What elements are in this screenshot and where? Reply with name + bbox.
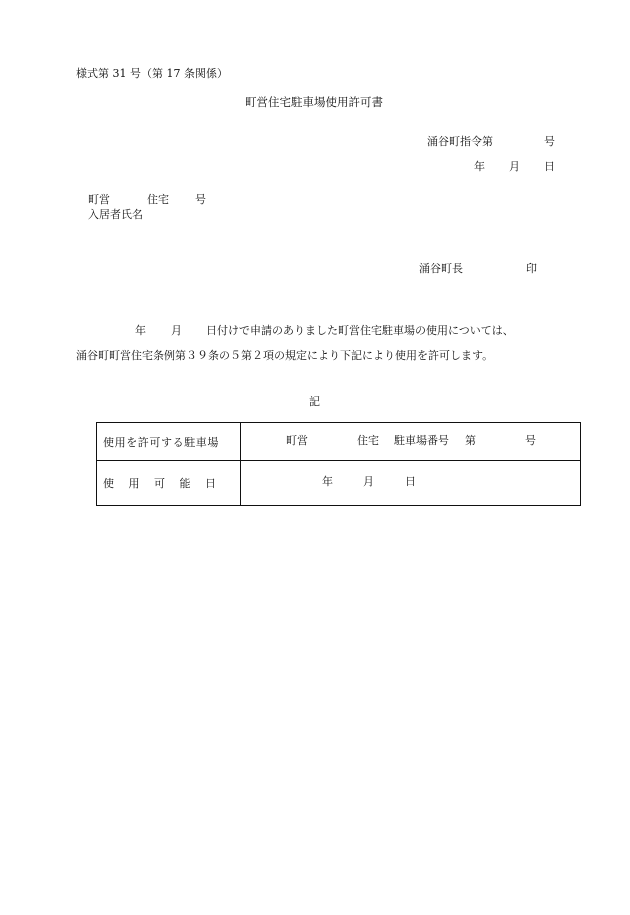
usable-date-year: 年 — [322, 475, 333, 488]
issuer-ref-suffix: 号 — [544, 135, 555, 148]
body-line2: 涌谷町町営住宅条例第３９条の５第２項の規定により下記により使用を許可します。 — [76, 349, 494, 362]
document-title: 町営住宅駐車場使用許可書 — [245, 95, 383, 109]
usable-date-cell — [241, 461, 581, 506]
usable-date-day: 日 — [405, 475, 416, 488]
issue-date-year: 年 — [474, 160, 485, 173]
resident-name-label: 入居者氏名 — [88, 208, 143, 221]
addressee-town: 町営 — [88, 193, 110, 206]
signatory-title: 涌谷町長 — [419, 262, 463, 275]
seal-mark: 印 — [526, 262, 537, 275]
addressee-number: 号 — [195, 193, 206, 206]
usable-date-month: 月 — [363, 475, 374, 488]
usable-date-label-cell — [97, 461, 241, 506]
parking-number-label: 駐車場番号 — [394, 433, 449, 447]
issue-date-day: 日 — [544, 160, 555, 173]
parking-go: 号 — [525, 433, 536, 447]
parking-housing: 住宅 — [357, 433, 379, 447]
table-row — [97, 423, 581, 461]
form-number: 様式第 31 号（第 17 条関係） — [76, 67, 228, 80]
parking-town: 町営 — [286, 433, 308, 447]
body-line1: 日付けで申請のありました町営住宅駐車場の使用については、 — [206, 324, 514, 337]
table-row — [97, 461, 581, 506]
note-heading: 記 — [309, 395, 320, 408]
permit-parking-label: 使用を許可する駐車場 — [103, 435, 219, 449]
permit-table — [96, 422, 581, 506]
issuer-ref-prefix: 涌谷町指令第 — [427, 135, 493, 148]
addressee-housing: 住宅 — [147, 193, 169, 206]
body-year: 年 — [135, 324, 146, 337]
permit-parking-label-cell — [97, 423, 241, 461]
parking-detail-cell — [241, 423, 581, 461]
body-month: 月 — [171, 324, 182, 337]
parking-dai: 第 — [465, 433, 476, 447]
issue-date-month: 月 — [509, 160, 520, 173]
usable-date-label: 使 用 可 能 日 — [103, 477, 216, 490]
